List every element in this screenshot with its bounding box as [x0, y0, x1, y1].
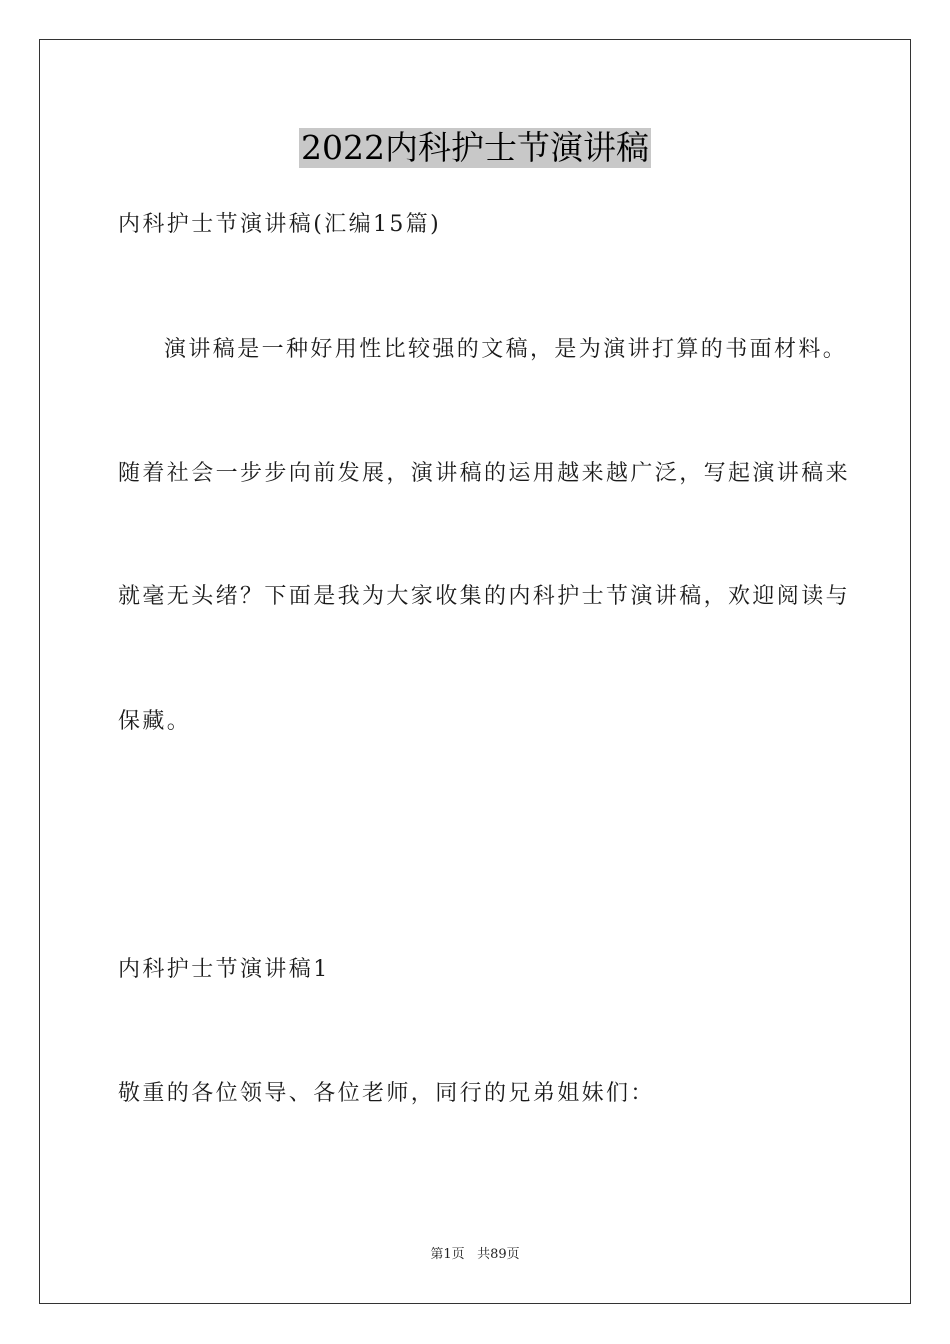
- paragraph-line: 随着社会一步步向前发展，演讲稿的运用越来越广泛，写起演讲稿来: [118, 461, 851, 486]
- paragraph-line: 演讲稿是一种好用性比较强的文稿，是为演讲打算的书面材料。: [164, 337, 848, 362]
- page-total: 共89页: [477, 1247, 520, 1262]
- salutation-line: 敬重的各位领导、各位老师，同行的兄弟姐妹们：: [118, 1081, 655, 1106]
- document-title: 2022内科护士节演讲稿: [301, 128, 649, 167]
- page-number: 第1页: [430, 1247, 465, 1262]
- paragraph-line: 就毫无头绪？下面是我为大家收集的内科护士节演讲稿，欢迎阅读与: [118, 584, 851, 609]
- paragraph-line: 保藏。: [118, 709, 192, 734]
- subtitle-line: 内科护士节演讲稿(汇编15篇): [118, 212, 442, 237]
- section-heading: 内科护士节演讲稿1: [118, 957, 330, 982]
- title-container: [0, 128, 950, 168]
- page-footer: [0, 1246, 950, 1264]
